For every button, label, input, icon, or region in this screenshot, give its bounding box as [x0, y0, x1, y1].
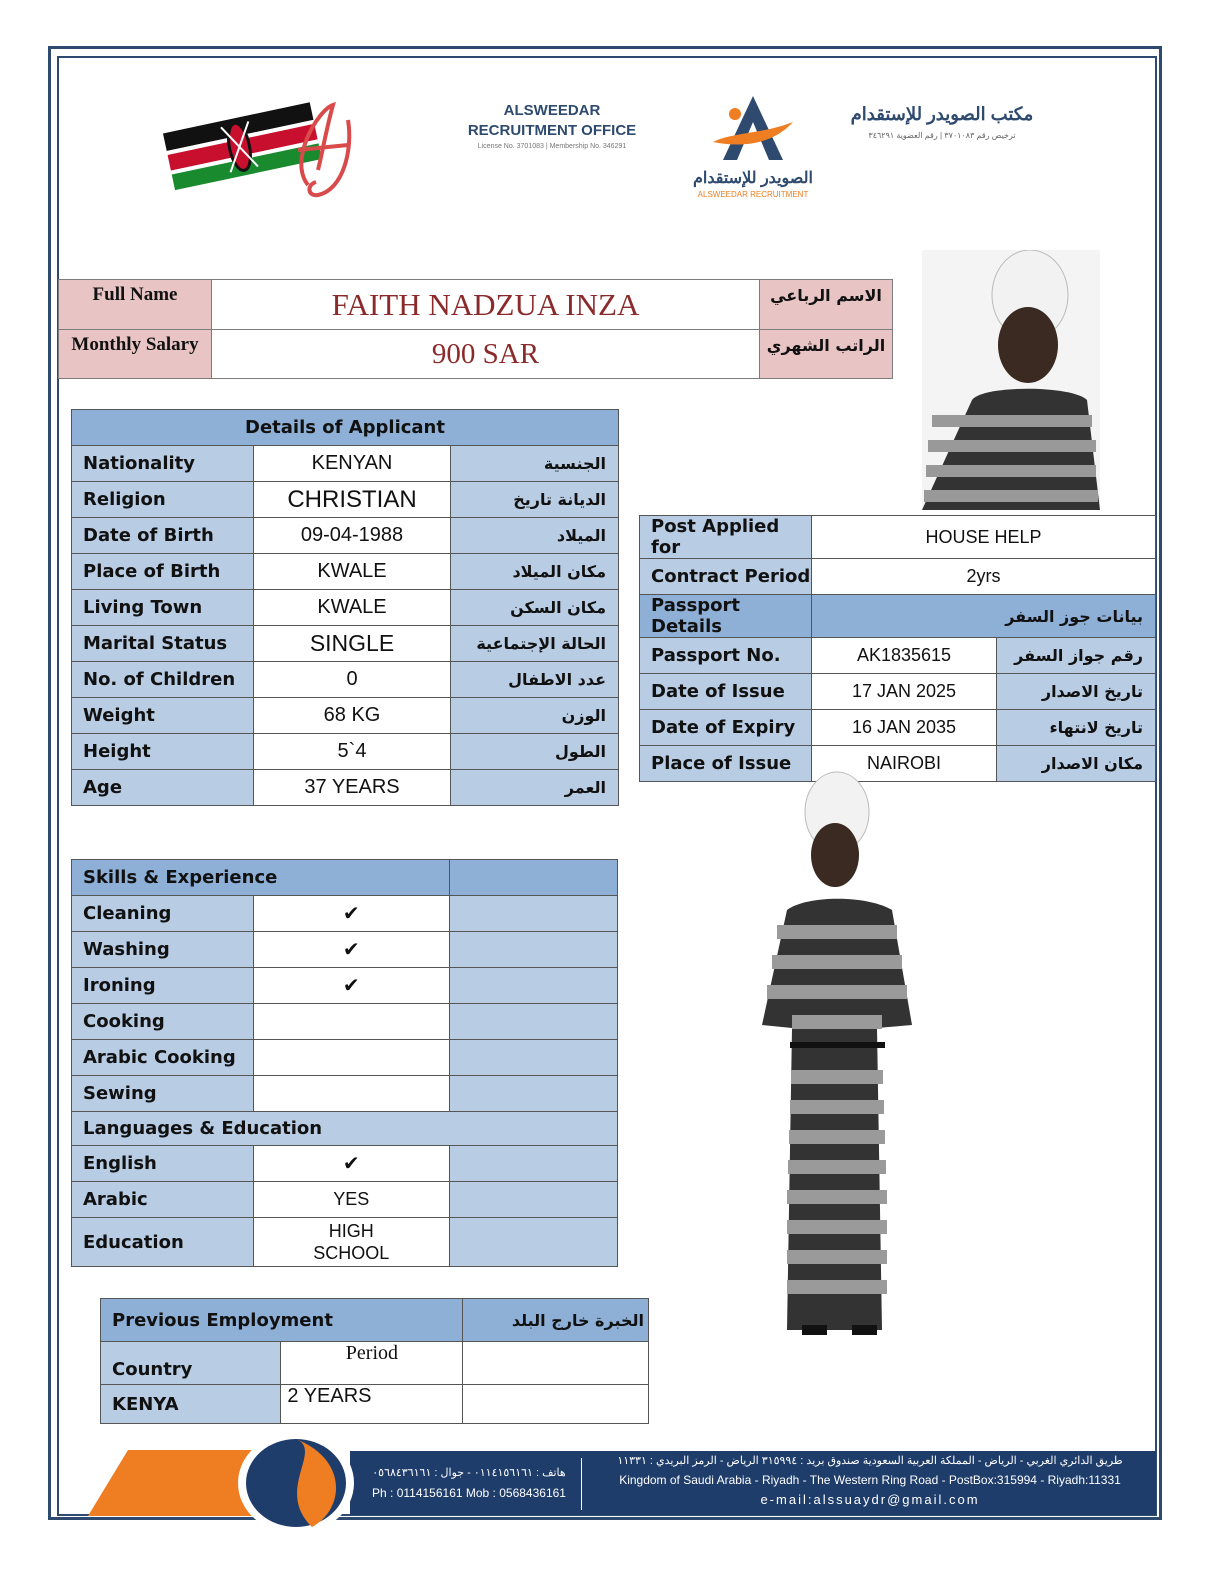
skill-cooking-label: Cooking — [72, 1004, 254, 1040]
details-row — [72, 518, 619, 554]
nationality-value: KENYAN — [254, 446, 451, 482]
passport-row — [640, 638, 1156, 674]
nationality-label: Nationality — [72, 446, 254, 482]
marital-label: Marital Status — [72, 626, 254, 662]
pob-label: Place of Birth — [72, 554, 254, 590]
a-logo-icon — [683, 92, 823, 164]
religion-ar: الديانة تاريخ — [451, 482, 619, 518]
details-row — [72, 446, 619, 482]
skill-row — [72, 896, 618, 932]
marital-value: SINGLE — [254, 626, 451, 662]
lang-arabic-label: Arabic — [72, 1182, 254, 1218]
office-logo-text — [462, 102, 642, 150]
details-row — [72, 662, 619, 698]
children-label: No. of Children — [72, 662, 254, 698]
footer-phone-en: Ph : 0114156161 Mob : 0568436161 — [372, 1486, 566, 1500]
post-value: HOUSE HELP — [812, 516, 1156, 559]
height-ar: الطول — [451, 734, 619, 770]
footer-address-en: Kingdom of Saudi Arabia - Riyadh - The Western Ring Road - PostBox:315994 - Riyadh:11331 — [619, 1473, 1121, 1487]
period-value: 2 YEARS — [281, 1385, 463, 1424]
kenya-aj-logo — [158, 90, 368, 205]
footer-address — [590, 1454, 1150, 1507]
pob-value: KWALE — [254, 554, 451, 590]
children-ar: عدد الاطفال — [451, 662, 619, 698]
portrait-photo — [922, 250, 1100, 510]
lang-english-check: ✔ — [253, 1146, 449, 1182]
religion-value: CHRISTIAN — [254, 482, 451, 518]
skill-arabic-cooking-label: Arabic Cooking — [72, 1040, 254, 1076]
skill-ironing-label: Ironing — [72, 968, 254, 1004]
full-name-label: Full Name — [59, 280, 212, 330]
lang-row — [72, 1182, 618, 1218]
identity-table — [58, 279, 893, 379]
post-label: Post Applied for — [640, 516, 812, 559]
salary-label: Monthly Salary — [59, 330, 212, 379]
footer-divider — [581, 1458, 582, 1510]
skills-table — [71, 859, 618, 1267]
full-name-ar: الاسم الرباعي — [760, 280, 893, 330]
country-label: Country — [101, 1342, 281, 1385]
passport-no-label: Passport No. — [640, 638, 812, 674]
details-row — [72, 770, 619, 806]
issue-place-label: Place of Issue — [640, 746, 812, 782]
skill-cleaning-check: ✔ — [253, 896, 449, 932]
expiry-date-label: Date of Expiry — [640, 710, 812, 746]
passport-title: Passport Details — [640, 595, 812, 638]
lang-arabic-value: YES — [253, 1182, 449, 1218]
full-name-value: FAITH NADZUA INZA — [212, 280, 760, 330]
passport-no-ar: رقم جواز السفر — [997, 638, 1156, 674]
dob-label: Date of Birth — [72, 518, 254, 554]
nationality-ar: الجنسية — [451, 446, 619, 482]
center-logo-ar: الصويدر للإستقدام — [693, 170, 813, 187]
footer-phone — [364, 1466, 574, 1500]
office-name-line1: ALSWEEDAR — [503, 102, 601, 119]
age-ar: العمر — [451, 770, 619, 806]
center-logo — [683, 92, 823, 204]
weight-value: 68 KG — [254, 698, 451, 734]
passport-title-ar: بيانات جوز السفر — [812, 595, 1156, 638]
issue-place-ar: مكان الاصدار — [997, 746, 1156, 782]
skill-sewing-check — [253, 1076, 449, 1112]
office-name-line2: RECRUITMENT OFFICE — [467, 122, 637, 139]
expiry-date-value: 16 JAN 2035 — [812, 710, 997, 746]
weight-label: Weight — [72, 698, 254, 734]
lang-english-label: English — [72, 1146, 254, 1182]
lang-row — [72, 1146, 618, 1182]
skill-arabic-cooking-check — [253, 1040, 449, 1076]
contract-label: Contract Period — [640, 559, 812, 595]
right-logo-sub: ترخيص رقم ٣٧٠١٠٨٣ | رقم العضوية ٣٤٦٢٩١ — [868, 131, 1016, 140]
dob-ar: الميلاد — [451, 518, 619, 554]
salary-ar: الراتب الشهري — [760, 330, 893, 379]
children-value: 0 — [254, 662, 451, 698]
weight-ar: الوزن — [451, 698, 619, 734]
right-logo — [842, 104, 1042, 140]
religion-label: Religion — [72, 482, 254, 518]
details-row — [72, 554, 619, 590]
issue-date-ar: تاريخ الاصدار — [997, 674, 1156, 710]
age-label: Age — [72, 770, 254, 806]
center-logo-en: ALSWEEDAR RECRUITMENT — [697, 190, 809, 199]
skill-row — [72, 1040, 618, 1076]
passport-row — [640, 710, 1156, 746]
lang-title: Languages & Education — [72, 1112, 618, 1146]
skill-washing-label: Washing — [72, 932, 254, 968]
footer-phone-ar: هاتف : ٠١١٤١٥٦١٦١ - جوال : ٠٥٦٨٤٣٦١٦١ — [372, 1467, 566, 1479]
age-value: 37 YEARS — [254, 770, 451, 806]
country-value: KENYA — [101, 1385, 281, 1424]
details-row — [72, 626, 619, 662]
living-town-value: KWALE — [254, 590, 451, 626]
education-line1: HIGH — [328, 1221, 374, 1241]
skill-cleaning-label: Cleaning — [72, 896, 254, 932]
details-title: Details of Applicant — [72, 410, 619, 446]
skill-washing-check: ✔ — [253, 932, 449, 968]
details-row — [72, 482, 619, 518]
employment-title: Previous Employment — [101, 1299, 463, 1342]
living-town-ar: مكان السكن — [451, 590, 619, 626]
education-line2: SCHOOL — [313, 1243, 390, 1263]
skills-title: Skills & Experience — [72, 860, 450, 896]
skill-cooking-check — [253, 1004, 449, 1040]
contract-value: 2yrs — [812, 559, 1156, 595]
salary-value: 900 SAR — [212, 330, 760, 379]
education-value — [253, 1218, 449, 1267]
dob-value: 09-04-1988 — [254, 518, 451, 554]
employment-table — [100, 1298, 649, 1424]
skill-row — [72, 1004, 618, 1040]
period-label: Period — [281, 1342, 463, 1385]
details-table — [71, 409, 619, 806]
education-label: Education — [72, 1218, 254, 1267]
expiry-date-ar: تاريخ لانتهاء — [997, 710, 1156, 746]
living-town-label: Living Town — [72, 590, 254, 626]
license-text: License No. 3701083 | Membership No. 346291 — [477, 143, 627, 150]
skill-sewing-label: Sewing — [72, 1076, 254, 1112]
height-value: 5`4 — [254, 734, 451, 770]
skill-row — [72, 968, 618, 1004]
issue-date-value: 17 JAN 2025 — [812, 674, 997, 710]
details-row — [72, 698, 619, 734]
height-label: Height — [72, 734, 254, 770]
issue-place-value: NAIROBI — [812, 746, 997, 782]
footer-address-ar: طريق الدائري الغربي - الرياض - المملكة العربية السعودية صندوق بريد : ٣١٥٩٩٤ الرياض - الرمز البريدي : ١١٣٣١ — [617, 1455, 1123, 1467]
details-row — [72, 734, 619, 770]
fullbody-photo — [757, 770, 917, 1335]
details-row — [72, 590, 619, 626]
passport-table — [639, 515, 1156, 782]
marital-ar: الحالة الإجتماعية — [451, 626, 619, 662]
right-logo-ar: مكتب الصويدر للإستقدام — [850, 104, 1034, 124]
footer-emblem-icon — [234, 1430, 358, 1536]
footer-email[interactable]: e-mail:alssuaydr@gmail.com — [760, 1492, 980, 1507]
passport-row — [640, 674, 1156, 710]
employment-title-ar: الخبرة خارج البلد — [463, 1299, 649, 1342]
skill-ironing-check: ✔ — [253, 968, 449, 1004]
pob-ar: مكان الميلاد — [451, 554, 619, 590]
skill-row — [72, 932, 618, 968]
passport-no-value: AK1835615 — [812, 638, 997, 674]
skill-row — [72, 1076, 618, 1112]
issue-date-label: Date of Issue — [640, 674, 812, 710]
